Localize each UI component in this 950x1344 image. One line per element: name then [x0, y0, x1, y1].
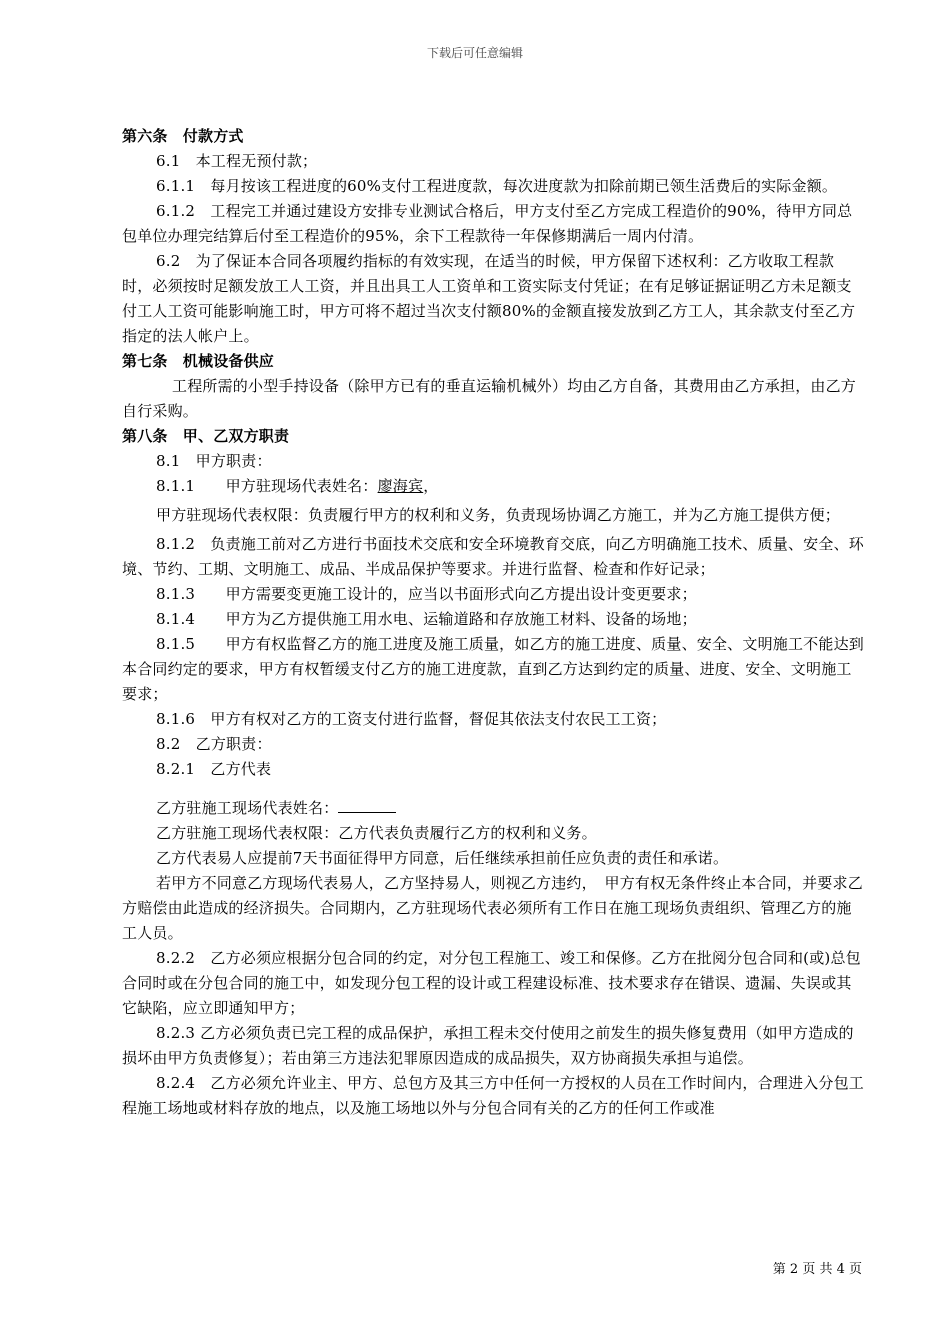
- article-7-heading: 第七条 机械设备供应: [122, 352, 275, 370]
- party-b-rep-breach: 若甲方不同意乙方现场代表易人，乙方坚持易人，则视乙方违约， 甲方有权无条件终止本合同，并要求乙方赔偿由此造成的经济损失。合同期内，乙方驻现场代表必须所有工作日在施工现场负责组织、管理乙方的施工人员。: [122, 874, 863, 942]
- clause-8-1-1-label: 8.1.1 甲方驻现场代表姓名：: [156, 477, 378, 495]
- clause-8-2-2: 8.2.2 乙方必须应根据分包合同的约定，对分包工程施工、竣工和保修。乙方在批阅分包合同和(或)总包合同时或在分包合同的施工中，如发现分包工程的设计或工程建设标准、技术要求存在错误、遗漏、失误或其它缺陷，应立即通知甲方；: [122, 949, 861, 1017]
- clause-8-1-2: 8.1.2 负责施工前对乙方进行书面技术交底和安全环境教育交底，向乙方明确施工技术、质量、安全、环境、节约、工期、文明施工、成品、半成品保护等要求。并进行监督、检查和作好记录；: [122, 535, 864, 578]
- clause-6-1-2: 6.1.2 工程完工并通过建设方安排专业测试合格后，甲方支付至乙方完成工程造价的90%，待甲方同总包单位办理完结算后付至工程造价的95%，余下工程款待一年保修期满后一周内付清。: [122, 202, 853, 245]
- clause-6-1-1: 6.1.1 每月按该工程进度的60%支付工程进度款，每次进度款为扣除前期已领生活费后的实际金额。: [156, 177, 838, 195]
- clause-8-2-3: 8.2.3 乙方必须负责已完工程的成品保护，承担工程未交付使用之前发生的损失修复费用（如甲方造成的损坏由甲方负责修复）；若由第三方违法犯罪原因造成的成品损失，双方协商损失承担与追偿。: [122, 1024, 854, 1067]
- article-6-heading: 第六条 付款方式: [122, 127, 244, 145]
- party-b-rep-name-label: 乙方驻施工现场代表姓名：: [156, 799, 339, 817]
- clause-6-2: 6.2 为了保证本合同各项履约指标的有效实现，在适当的时候，甲方保留下述权利：乙方收取工程款时，必须按时足额发放工人工资，并且出具工人工资单和工资实际支付凭证；在有足够证据证明乙方未足额支付工人工资可能影响施工时，甲方可将不超过当次支付额80%的金额直接发放到乙方工人，其余款支付至乙方指定的法人帐户上。: [122, 252, 856, 345]
- clause-8-1-1-end: ，: [423, 477, 439, 495]
- article-8-heading: 第八条 甲、乙双方职责: [122, 427, 290, 445]
- party-b-rep-rights: 乙方驻施工现场代表权限：乙方代表负责履行乙方的权利和义务。: [156, 824, 597, 842]
- clause-8-1-4: 8.1.4 甲方为乙方提供施工用水电、运输道路和存放施工材料、设备的场地；: [156, 610, 697, 628]
- clause-8-2-4: 8.2.4 乙方必须允许业主、甲方、总包方及其三方中任何一方授权的人员在工作时间内，合理进入分包工程施工场地或材料存放的地点，以及施工场地以外与分包合同有关的乙方的任何工作或准: [122, 1074, 864, 1117]
- document-body: [122, 124, 864, 1121]
- clause-8-2: 8.2 乙方职责：: [156, 735, 272, 753]
- page-number: 第 2 页 共 4 页: [772, 1262, 862, 1277]
- party-b-rep-change: 乙方代表易人应提前7天书面征得甲方同意，后任继续承担前任应负责的责任和承诺。: [156, 849, 729, 867]
- clause-8-2-1: 8.2.1 乙方代表: [156, 760, 272, 778]
- clause-8-1: 8.1 甲方职责：: [156, 452, 272, 470]
- clause-6-1: 6.1 本工程无预付款；: [156, 152, 318, 170]
- clause-8-1-6: 8.1.6 甲方有权对乙方的工资支付进行监督，督促其依法支付农民工工资；: [156, 710, 667, 728]
- clause-8-1-5: 8.1.5 甲方有权监督乙方的施工进度及施工质量，如乙方的施工进度、质量、安全、文明施工不能达到本合同约定的要求，甲方有权暂缓支付乙方的施工进度款，直到乙方达到约定的质量、进度、安全、文明施工要求；: [122, 635, 864, 703]
- party-a-rep-rights: 甲方驻现场代表权限：负责履行甲方的权利和义务，负责现场协调乙方施工，并为乙方施工提供方便；: [156, 506, 841, 524]
- clause-8-1-3: 8.1.3 甲方需要变更施工设计的，应当以书面形式向乙方提出设计变更要求；: [156, 585, 697, 603]
- party-b-rep-name-line: [122, 796, 864, 821]
- clause-7: 工程所需的小型手持设备（除甲方已有的垂直运输机械外）均由乙方自备，其费用由乙方承担，由乙方自行采购。: [122, 377, 857, 420]
- party-b-rep-name-blank: [338, 798, 396, 813]
- page-header: 下载后可任意编辑: [426, 46, 523, 60]
- party-a-rep-name: 廖海宾: [377, 477, 424, 495]
- clause-8-1-1: [122, 474, 864, 499]
